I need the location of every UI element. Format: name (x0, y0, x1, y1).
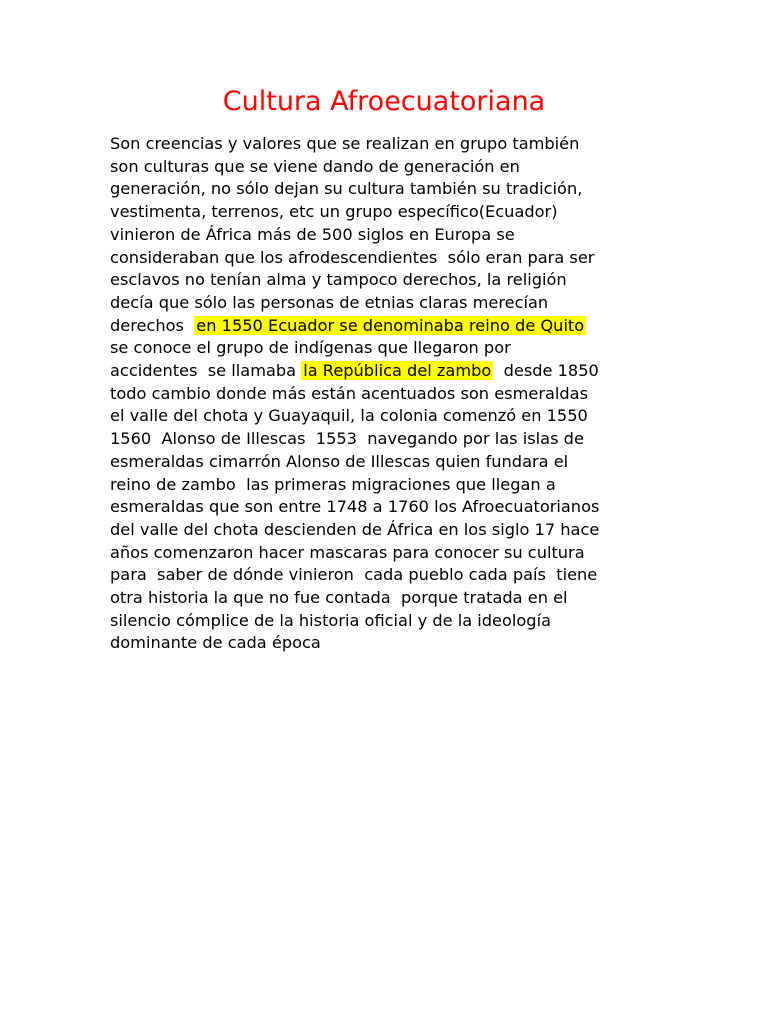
body-line: consideraban que los afrodescendientes sólo eran para ser (110, 247, 595, 267)
body-line: el valle del chota y Guayaquil, la colonia comenzó en 1550 (110, 406, 588, 426)
body-line: esclavos no tenían alma y tampoco derechos, la religión (110, 270, 567, 290)
body-line: decía que sólo las personas de etnias claras merecían (110, 292, 549, 312)
body-line: 1560 Alonso de Illescas 1553 navegando por las islas de (110, 429, 584, 449)
body-line: para saber de dónde vinieron cada pueblo cada país tiene (110, 565, 598, 585)
body-line: son culturas que se viene dando de generación en (110, 156, 520, 176)
highlighted-text: en 1550 Ecuador se denominaba reino de Quito (196, 315, 585, 335)
body-line: dominante de cada época (110, 633, 321, 653)
body-line: se conoce el grupo de indígenas que llegaron por (110, 338, 511, 358)
document-title: Cultura Afroecuatoriana (222, 86, 546, 117)
body-line: vestimenta, terrenos, etc un grupo específico(Ecuador) (110, 202, 558, 222)
body-line: del valle del chota descienden de África en los siglo 17 hace (110, 519, 600, 539)
highlighted-text: la República del zambo (303, 361, 492, 381)
document-body (110, 133, 670, 655)
body-line: años comenzaron hacer mascaras para conocer su cultura (110, 542, 585, 562)
body-line: esmeraldas cimarrón Alonso de Illescas quien fundara el (110, 451, 569, 471)
body-line: esmeraldas que son entre 1748 a 1760 los Afroecuatorianos (110, 497, 600, 517)
body-line: vinieron de África más de 500 siglos en Europa se (110, 224, 515, 244)
body-line: Son creencias y valores que se realizan en grupo también (110, 134, 580, 153)
body-line: reino de zambo las primeras migraciones que llegan a (110, 474, 556, 494)
body-line: otra historia la que no fue contada porque tratada en el (110, 588, 568, 608)
body-line: todo cambio donde más están acentuados son esmeraldas (110, 383, 589, 403)
body-line: accidentes se llamaba la República del zambo desde 1850 (110, 361, 599, 381)
body-line: derechos en 1550 Ecuador se denominaba reino de Quito (110, 315, 585, 335)
body-line: silencio cómplice de la historia oficial y de la ideología (110, 610, 551, 630)
body-line: generación, no sólo dejan su cultura también su tradición, (110, 179, 583, 199)
